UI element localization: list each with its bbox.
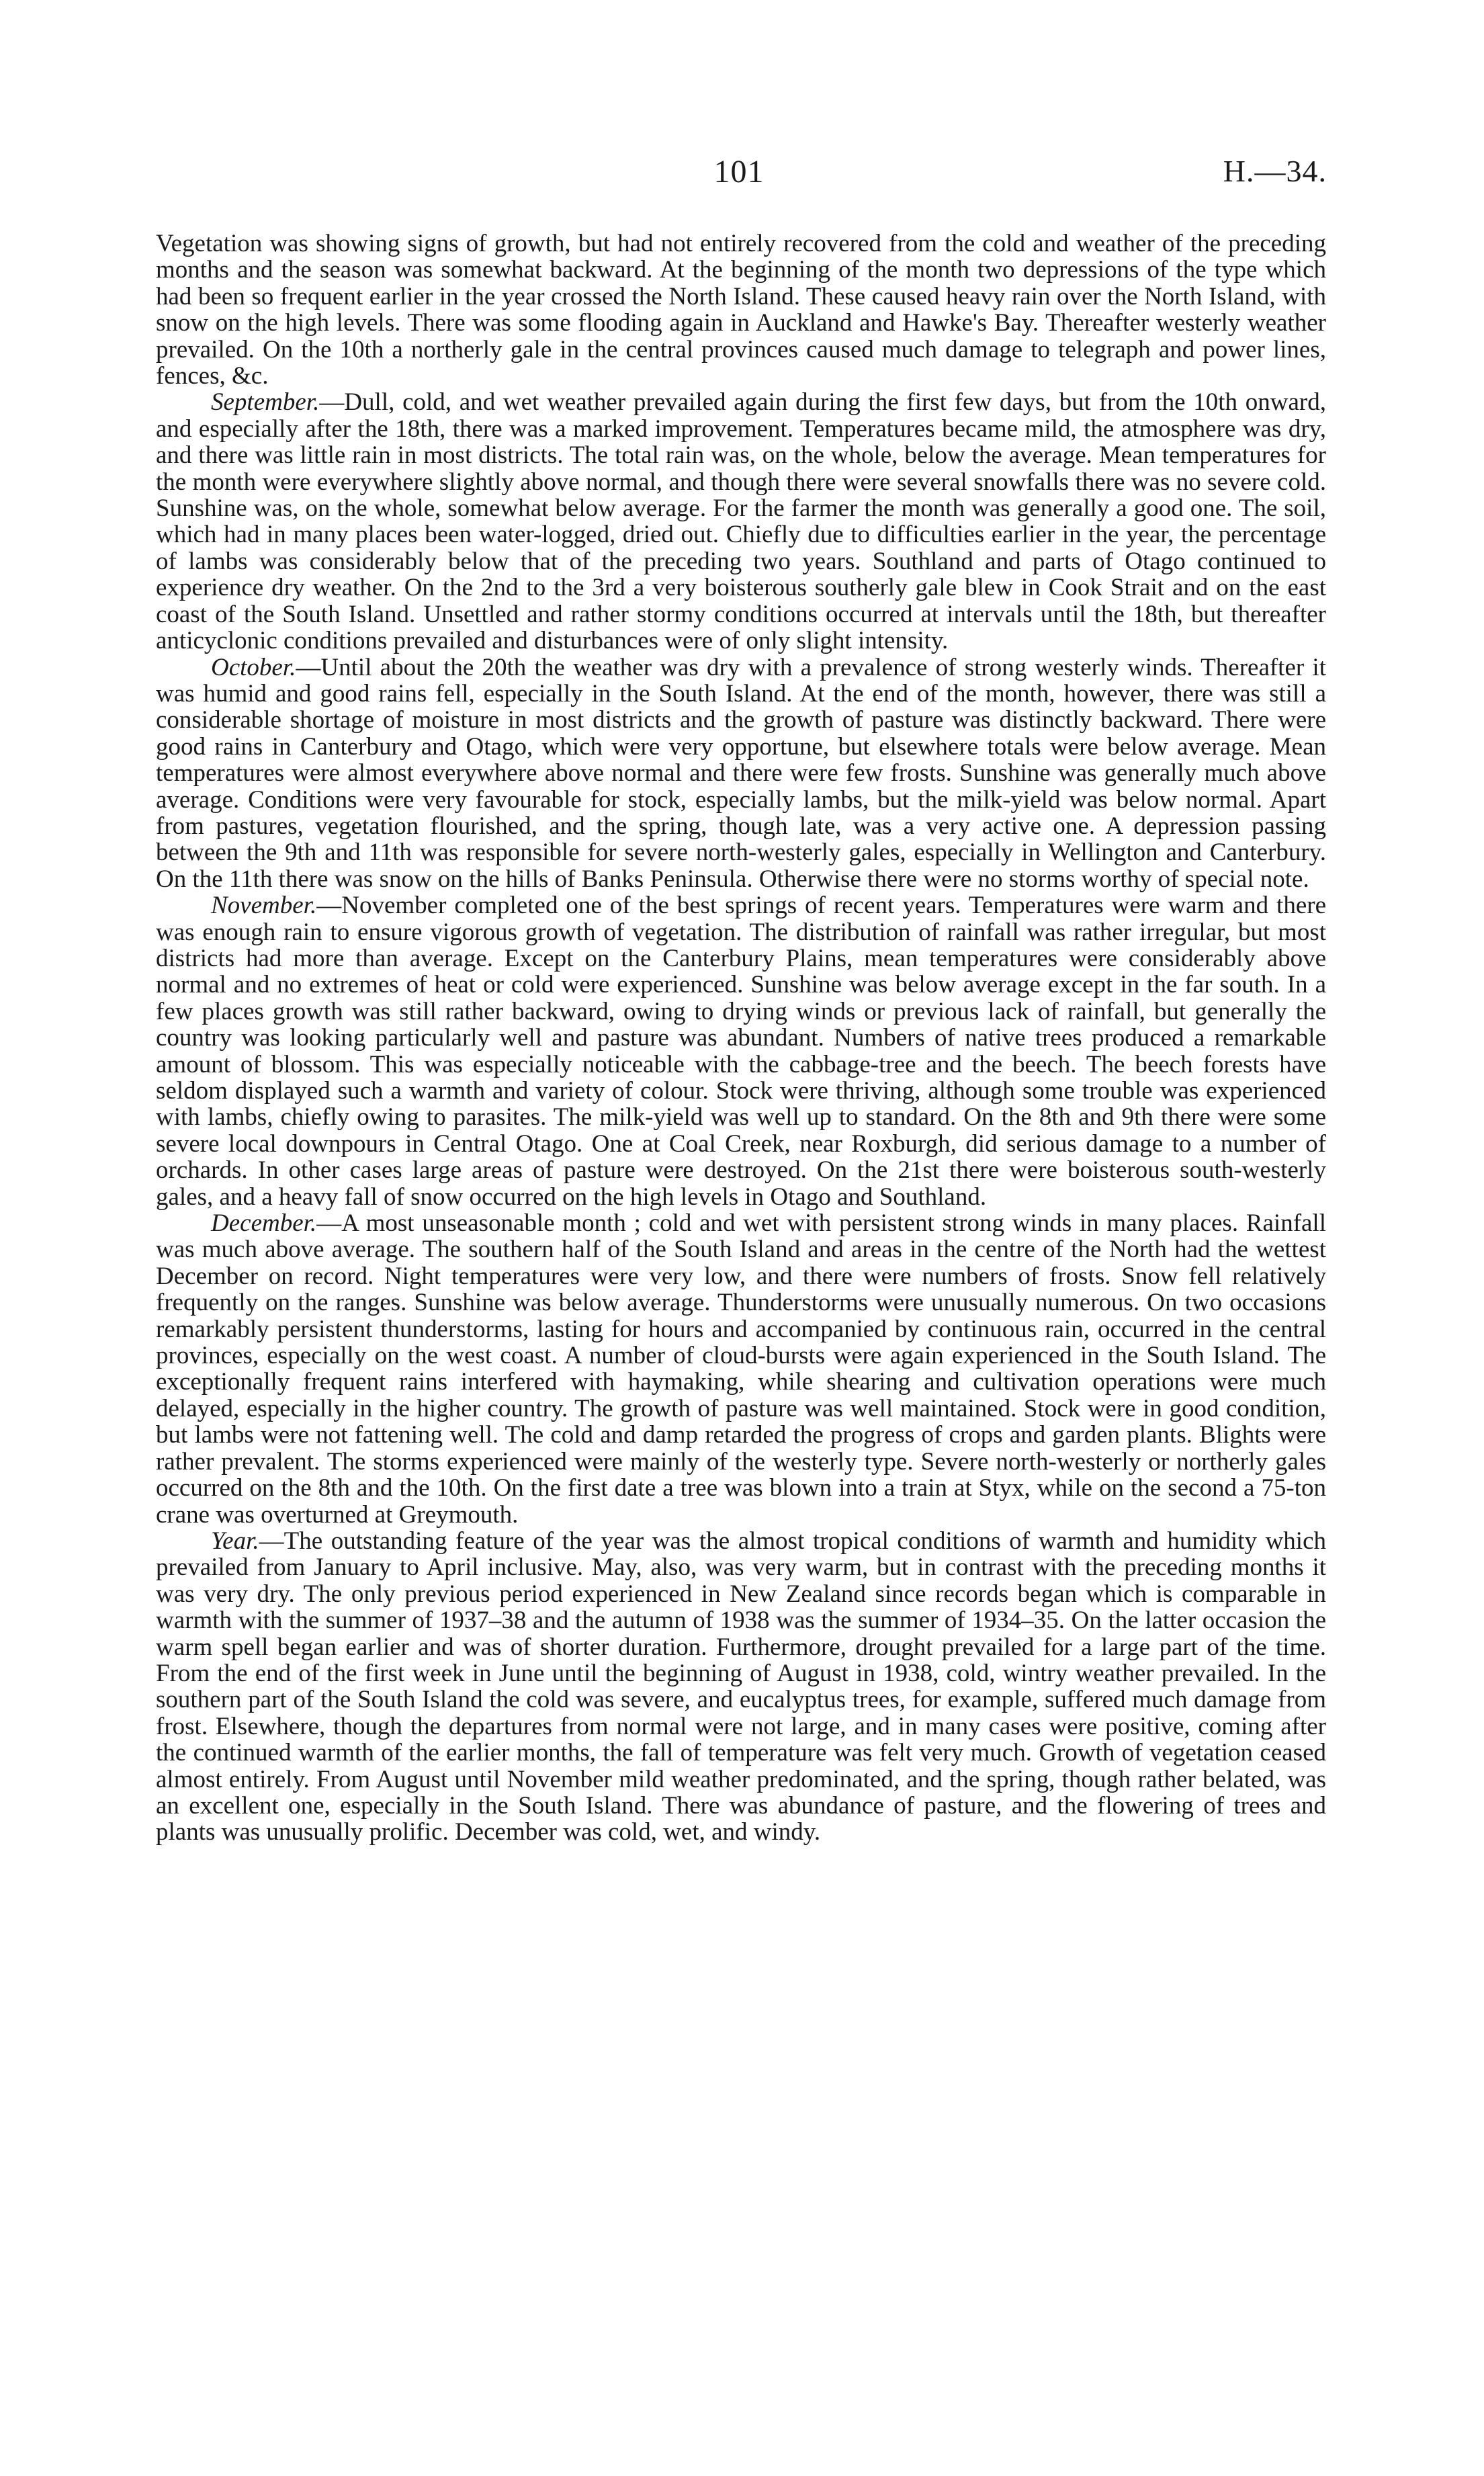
paragraph-text: —Dull, cold, and wet weather prevailed again during the first few days, but from the 10th onward, and especially after the 18th, there was a marked improvement. Temperatures became mild, the atmosphere was dry, and there was little rain in most districts. The total rain was, on the whole, below the average. Mean temperatures for the month were everywhere slightly above normal, and though there were several snowfalls there was no severe cold. Sunshine was, on the whole, somewhat below average. For the farmer the month was generally a good one. The soil, which had in many places been water-logged, dried out. Chiefly due to difficulties earlier in the year, the percentage of lambs was considerably below that of the preceding two years. Southland and parts of Otago continued to experience dry weather. On the 2nd to the 3rd a very boisterous southerly gale blew in Cook Strait and on the east coast of the South Island. Unsettled and rather stormy conditions occurred at intervals until the 18th, but thereafter anticyclonic conditions prevailed and disturbances were of only slight intensity. xyxy=(156,388,1326,655)
paragraph-continuation xyxy=(156,230,1326,389)
page-header xyxy=(0,153,1484,200)
paragraph-september xyxy=(156,389,1326,654)
month-label: September. xyxy=(211,388,320,417)
month-label: November. xyxy=(211,892,317,920)
paragraph-text: Vegetation was showing signs of growth, but had not entirely recovered from the cold and weather of the preceding months and the season was somewhat backward. At the beginning of the month two depressions of the type which had been so frequent earlier in the year crossed the North Island. These caused heavy rain over the North Island, with snow on the high levels. There was some flooding again in Auckland and Hawke's Bay. Thereafter westerly weather prevailed. On the 10th a northerly gale in the central provinces caused much damage to telegraph and power lines, fences, &c. xyxy=(156,230,1326,390)
body-text xyxy=(156,230,1326,1846)
paragraph-text: —The outstanding feature of the year was the almost tropical conditions of warmth and humidity which prevailed from January to April inclusive. May, also, was very warm, but in contrast with the preceding months it was very dry. The only previous period experienced in New Zealand since records began which is comparable in warmth with the summer of 1937–38 and the autumn of 1938 was the summer of 1934–35. On the latter occasion the warm spell began earlier and was of shorter duration. Furthermore, drought prevailed for a large part of the time. From the end of the first week in June until the beginning of August in 1938, cold, wintry weather prevailed. In the southern part of the South Island the cold was severe, and eucalyptus trees, for example, suffered much damage from frost. Elsewhere, though the departures from normal were not large, and in many cases were positive, coming after the continued warmth of the earlier months, the fall of temperature was felt very much. Growth of vegetation ceased almost entirely. From August until November mild weather predominated, and the spring, though rather belated, was an excellent one, especially in the South Island. There was abundance of pasture, and the flowering of trees and plants was unusually prolific. December was cold, wet, and windy. xyxy=(156,1527,1326,1846)
month-label: October. xyxy=(211,653,296,681)
page-number: 101 xyxy=(713,154,765,189)
document-reference: H.—34. xyxy=(1223,154,1327,188)
paragraph-text: —November completed one of the best springs of recent years. Temperatures were warm and there was enough rain to ensure vigorous growth of vegetation. The distribution of rainfall was rather irregular, but most districts had more than average. Except on the Canterbury Plains, mean temperatures were considerably above normal and no extremes of heat or cold were experienced. Sunshine was below average except in the far south. In a few places growth was still rather backward, owing to drying winds or previous lack of rainfall, but generally the country was looking particularly well and pasture was abundant. Numbers of native trees produced a remarkable amount of blossom. This was especially noticeable with the cabbage-tree and the beech. The beech forests have seldom displayed such a warmth and variety of colour. Stock were thriving, although some trouble was experienced with lambs, chiefly owing to parasites. The milk-yield was well up to standard. On the 8th and 9th there were some severe local downpours in Central Otago. One at Coal Creek, near Roxburgh, did serious damage to a number of orchards. In other cases large areas of pasture were destroyed. On the 21st there were boisterous south-westerly gales, and a heavy fall of snow occurred on the high levels in Otago and Southland. xyxy=(156,892,1326,1211)
paragraph-text: —Until about the 20th the weather was dry with a prevalence of strong westerly winds. Thereafter it was humid and good rains fell, especially in the South Island. At the end of the month, however, there was still a considerable shortage of moisture in most districts and the growth of pasture was distinctly backward. There were good rains in Canterbury and Otago, which were very opportune, but elsewhere totals were below average. Mean temperatures were almost everywhere above normal and there were few frosts. Sunshine was generally much above average. Conditions were very favourable for stock, especially lambs, but the milk-yield was below normal. Apart from pastures, vegetation flourished, and the spring, though late, was a very active one. A depression passing between the 9th and 11th was responsible for severe north-westerly gales, especially in Wellington and Canterbury. On the 11th there was snow on the hills of Banks Peninsula. Otherwise there were no storms worthy of special note. xyxy=(156,653,1326,893)
month-label: December. xyxy=(211,1209,317,1238)
paragraph-year xyxy=(156,1528,1326,1846)
paragraph-october xyxy=(156,654,1326,893)
paragraph-december xyxy=(156,1210,1326,1528)
paragraph-november xyxy=(156,892,1326,1210)
year-label: Year. xyxy=(211,1527,259,1555)
paragraph-text: —A most unseasonable month ; cold and wet with persistent strong winds in many places. Rainfall was much above average. The southern half of the South Island and areas in the centre of the North had the wettest December on record. Night temperatures were very low, and there were numbers of frosts. Snow fell relatively frequently on the ranges. Sunshine was below average. Thunderstorms were unusually numerous. On two occasions remarkably persistent thunderstorms, lasting for hours and accompanied by continuous rain, occurred in the central provinces, especially on the west coast. A number of cloud-bursts were again experienced in the South Island. The exceptionally frequent rains interfered with haymaking, while shearing and cultivation operations were much delayed, especially in the higher country. The growth of pasture was well maintained. Stock were in good condition, but lambs were not fattening well. The cold and damp retarded the progress of crops and garden plants. Blights were rather prevalent. The storms experienced were mainly of the westerly type. Severe north-westerly or northerly gales occurred on the 8th and the 10th. On the first date a tree was blown into a train at Styx, while on the second a 75-ton crane was overturned at Greymouth. xyxy=(156,1209,1326,1529)
